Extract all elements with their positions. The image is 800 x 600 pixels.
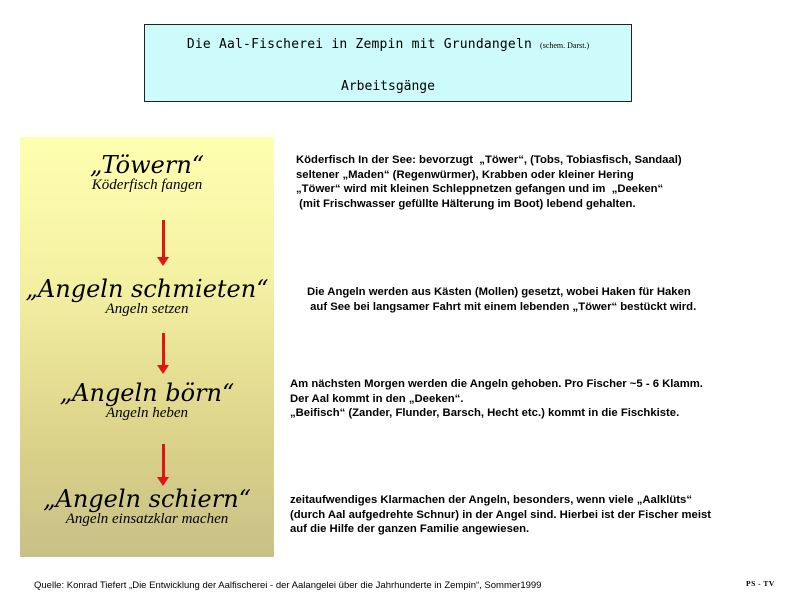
title-note: (schem. Darst.) bbox=[540, 41, 590, 50]
step-subtitle: Angeln einsatzklar machen bbox=[65, 511, 229, 527]
title-line-1 bbox=[145, 37, 631, 52]
source-footer: Quelle: Konrad Tiefert „Die Entwicklung der Aalfischerei - der Aalangelei über die Jahrhunderte in Zempin“, Sommer1999 bbox=[34, 580, 542, 591]
description-line: (mit Frischwasser gefüllte Hälterung im Boot) lebend gehalten. bbox=[296, 197, 636, 210]
description-line: seltener „Maden“ (Regenwürmer), Krabben oder kleiner Hering bbox=[296, 168, 634, 181]
step-subtitle: Angeln setzen bbox=[105, 301, 189, 317]
description-line: auf die Hilfe der ganzen Familie angewiesen. bbox=[290, 523, 530, 535]
author-tag: PS - TV bbox=[746, 579, 775, 588]
step-subtitle: Angeln heben bbox=[105, 405, 189, 421]
step-angeln-schiern bbox=[20, 485, 274, 528]
description-schiern bbox=[290, 493, 711, 537]
description-line: „Töwer“ wird mit kleinen Schleppnetzen gefangen und im „Deeken“ bbox=[296, 183, 664, 195]
arrow-down-icon bbox=[162, 333, 165, 366]
step-angeln-boern bbox=[20, 379, 274, 422]
description-line: Der Aal kommt in den „Deeken“. bbox=[290, 392, 464, 405]
steps-panel bbox=[20, 137, 274, 557]
step-title: „Töwern“ bbox=[89, 151, 205, 179]
description-line: auf See bei langsamer Fahrt mit einem lebenden „Töwer“ bestückt wird. bbox=[307, 300, 697, 313]
description-boern bbox=[290, 377, 703, 421]
description-line: Köderfisch In der See: bevorzugt „Töwer“, (Tobs, Tobiasfisch, Sandaal) bbox=[296, 154, 682, 166]
step-toewern bbox=[20, 151, 274, 194]
step-angeln-schmieten bbox=[20, 275, 274, 318]
arrow-down-icon bbox=[162, 444, 165, 478]
description-line: Die Angeln werden aus Kästen (Mollen) gesetzt, wobei Haken für Haken bbox=[307, 286, 691, 298]
arrow-down-icon bbox=[162, 220, 165, 258]
description-line: zeitaufwendiges Klarmachen der Angeln, besonders, wenn viele „Aalklüts“ bbox=[290, 494, 692, 506]
step-subtitle: Köderfisch fangen bbox=[91, 177, 203, 193]
description-line: (durch Aal aufgedrehte Schnur) in der Angel sind. Hierbei ist der Fischer meist bbox=[290, 508, 711, 521]
description-line: „Beifisch“ (Zander, Flunder, Barsch, Hecht etc.) kommt in die Fischkiste. bbox=[290, 407, 680, 419]
description-toewern bbox=[296, 153, 682, 211]
step-title: „Angeln schiern“ bbox=[43, 485, 251, 513]
description-line: Am nächsten Morgen werden die Angeln gehoben. Pro Fischer ~5 - 6 Klamm. bbox=[290, 378, 703, 390]
step-title: „Angeln schmieten“ bbox=[25, 275, 269, 303]
title-box bbox=[144, 24, 632, 102]
step-title: „Angeln börn“ bbox=[59, 379, 235, 407]
subtitle-text: Arbeitsgänge bbox=[341, 79, 435, 94]
description-schmieten bbox=[307, 285, 696, 314]
title-text: Die Aal-Fischerei in Zempin mit Grundangeln bbox=[186, 37, 533, 52]
